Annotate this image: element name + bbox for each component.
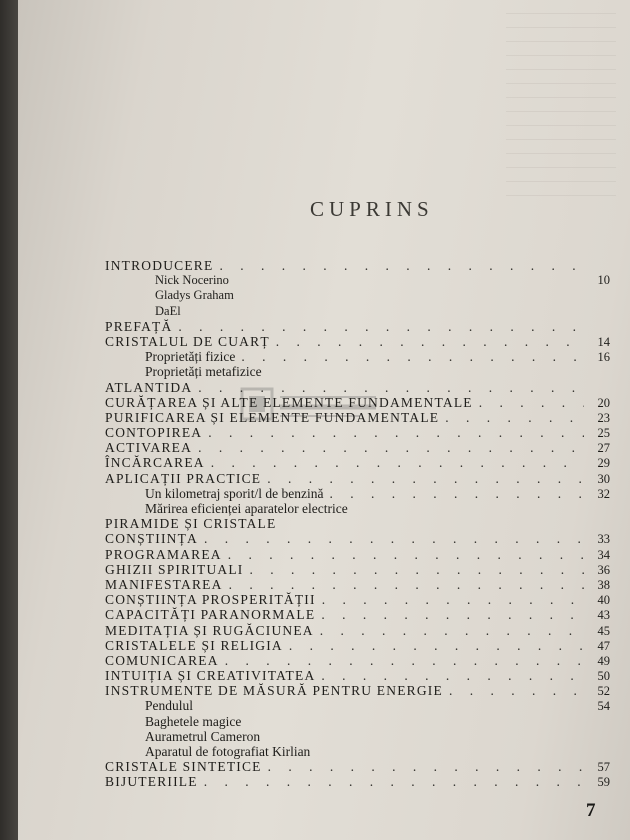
toc-entry — [105, 774, 610, 789]
toc-entry-title: CRISTALUL DE CUARȚ — [105, 333, 270, 349]
toc-entry-page: 20 — [597, 395, 610, 410]
dot-leader — [204, 774, 584, 790]
dot-leader — [321, 607, 584, 623]
toc-entry — [105, 759, 610, 774]
toc-entry — [105, 744, 610, 759]
dot-leader — [329, 486, 584, 502]
dot-leader — [241, 349, 584, 365]
toc-entry-title: Nick Nocerino — [155, 273, 229, 288]
toc-entry — [105, 683, 610, 698]
toc-entry — [105, 425, 610, 440]
dot-leader — [198, 380, 584, 396]
toc-entry-page: 30 — [597, 471, 610, 486]
toc-entry-title: CAPACITĂȚI PARANORMALE — [105, 607, 316, 623]
toc-entry-title: INTRODUCERE — [105, 258, 214, 273]
dot-leader — [449, 683, 584, 699]
toc-entry-title: ATLANTIDA — [105, 379, 193, 395]
toc-entry — [105, 304, 610, 319]
dot-leader — [320, 623, 584, 639]
toc-entry-title: Mărirea eficienței aparatelor electrice — [145, 501, 348, 516]
dot-leader — [225, 653, 584, 669]
toc-entry-page: 14 — [597, 334, 610, 349]
toc-entry-page: 36 — [597, 562, 610, 577]
dot-leader — [479, 395, 584, 411]
dot-leader — [204, 531, 584, 547]
dot-leader — [219, 258, 584, 274]
toc-entry — [105, 258, 610, 273]
dot-leader — [321, 668, 584, 684]
dot-leader — [178, 319, 584, 335]
toc-entry-page: 43 — [597, 608, 610, 623]
dot-leader — [228, 547, 584, 563]
toc-entry-title: MEDITAȚIA ȘI RUGĂCIUNEA — [105, 622, 314, 638]
toc-entry — [105, 319, 610, 334]
dot-leader — [445, 410, 584, 426]
toc-entry — [105, 455, 610, 470]
toc-entry — [105, 334, 610, 349]
dot-leader — [250, 562, 584, 578]
toc-entry-title: Gladys Graham — [155, 288, 234, 303]
toc-entry — [105, 698, 610, 713]
toc-entry — [105, 547, 610, 562]
dot-leader — [267, 471, 584, 487]
dot-leader — [211, 455, 584, 471]
toc-entry — [105, 638, 610, 653]
toc-entry-title: CONȘTIINȚA — [105, 531, 198, 547]
toc-entry — [105, 623, 610, 638]
dot-leader — [289, 638, 584, 654]
toc-entry-page: 29 — [597, 456, 610, 471]
dot-leader — [322, 592, 584, 608]
toc-entry-page: 57 — [597, 760, 610, 775]
toc-entry-page: 27 — [597, 441, 610, 456]
toc-entry-page: 45 — [597, 623, 610, 638]
toc-entry-title: DaEl — [155, 303, 181, 318]
toc-entry — [105, 653, 610, 668]
toc-entry-title: CURĂȚAREA ȘI ALTE ELEMENTE FUNDAMENTALE — [105, 394, 473, 410]
toc-entry — [105, 516, 610, 531]
page-number: 7 — [586, 800, 596, 821]
toc-entry — [105, 364, 610, 379]
toc-entry-title: Baghetele magice — [145, 713, 242, 729]
toc-entry — [105, 440, 610, 455]
toc-entry — [105, 729, 610, 744]
toc-entry — [105, 714, 610, 729]
toc-entry — [105, 501, 610, 516]
toc-entry-title: INTUIȚIA ȘI CREATIVITATEA — [105, 668, 316, 684]
show-through-text — [506, 0, 616, 200]
toc-entry-title: Proprietăți fizice — [145, 349, 236, 365]
toc-entry-title: PIRAMIDE ȘI CRISTALE — [105, 516, 277, 532]
toc-entry-title: Aparatul de fotografiat Kirlian — [145, 744, 311, 759]
dot-leader — [276, 334, 584, 350]
toc-entry — [105, 410, 610, 425]
toc-entry-page: 49 — [597, 653, 610, 668]
toc-entry-page: 59 — [597, 775, 610, 790]
toc-entry — [105, 577, 610, 592]
toc-entry-title: CRISTALELE ȘI RELIGIA — [105, 637, 283, 653]
table-of-contents — [105, 258, 610, 790]
toc-entry — [105, 562, 610, 577]
toc-entry — [105, 273, 610, 288]
toc-entry — [105, 395, 610, 410]
toc-entry-page: 10 — [597, 273, 610, 288]
toc-entry-title: Aurametrul Cameron — [145, 728, 261, 744]
toc-entry — [105, 531, 610, 546]
toc-entry-title: Un kilometraj sporit/l de benzină — [145, 485, 324, 501]
toc-entry-page: 40 — [597, 593, 610, 608]
toc-entry-title: ÎNCĂRCAREA — [105, 455, 205, 471]
toc-entry-title: ACTIVAREA — [105, 440, 193, 456]
toc-entry-title: CRISTALE SINTETICE — [105, 759, 262, 775]
toc-entry-title: PURIFICAREA ȘI ELEMENTE FUNDAMENTALE — [105, 409, 440, 425]
toc-entry-page: 16 — [597, 350, 610, 365]
toc-entry-title: BIJUTERIILE — [105, 774, 198, 790]
toc-entry — [105, 607, 610, 622]
toc-entry-page: 33 — [597, 532, 610, 547]
dot-leader — [268, 759, 584, 775]
toc-entry-title: PROGRAMAREA — [105, 546, 222, 562]
toc-entry-title: GHIZII SPIRITUALI — [105, 561, 244, 577]
dot-leader — [229, 577, 584, 593]
toc-entry-page: 23 — [597, 410, 610, 425]
toc-entry — [105, 349, 610, 364]
toc-entry — [105, 288, 610, 303]
toc-entry — [105, 380, 610, 395]
toc-entry-title: CONȘTIINȚA PROSPERITĂȚII — [105, 592, 316, 608]
toc-entry-title: Pendulul — [145, 698, 194, 714]
toc-entry-title: INSTRUMENTE DE MĂSURĂ PENTRU ENERGIE — [105, 683, 443, 699]
toc-entry — [105, 592, 610, 607]
toc-entry-title: CONTOPIREA — [105, 425, 203, 441]
toc-entry-page: 25 — [597, 426, 610, 441]
toc-entry-title: COMUNICAREA — [105, 652, 219, 668]
toc-entry — [105, 471, 610, 486]
toc-entry — [105, 486, 610, 501]
page-title: CUPRINS — [310, 197, 434, 221]
toc-entry-title: MANIFESTAREA — [105, 576, 223, 592]
toc-entry-page: 38 — [597, 577, 610, 592]
toc-entry — [105, 668, 610, 683]
toc-entry-title: PREFAȚĂ — [105, 318, 173, 334]
toc-entry-page: 50 — [597, 669, 610, 684]
dot-leader — [198, 440, 584, 456]
dot-leader — [208, 425, 584, 441]
toc-entry-title: Proprietăți metafizice — [145, 364, 262, 380]
toc-entry-page: 52 — [597, 684, 610, 699]
toc-entry-title: APLICAȚII PRACTICE — [105, 470, 262, 486]
toc-entry-page: 47 — [597, 638, 610, 653]
toc-entry-page: 34 — [597, 547, 610, 562]
toc-entry-page: 32 — [597, 486, 610, 501]
toc-entry-page: 54 — [597, 699, 610, 714]
